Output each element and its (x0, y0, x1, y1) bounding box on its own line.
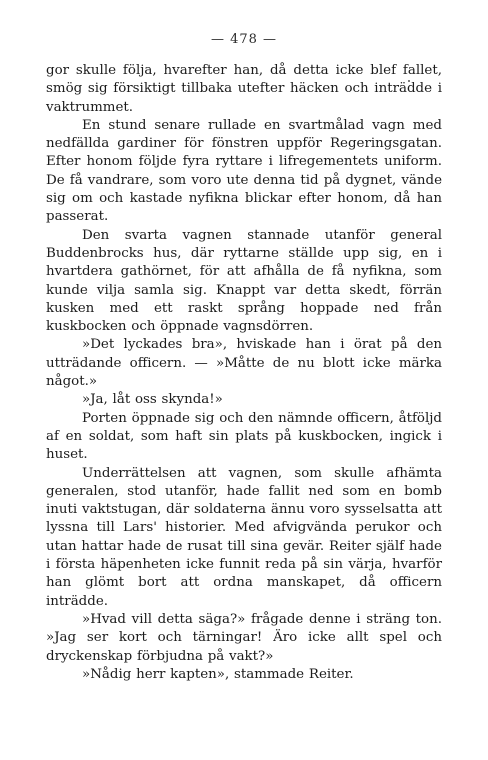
page-number: — 478 — (210, 32, 278, 47)
paragraph-7: Underrättelsen att vagnen, som skulle afhämta generalen, stod utanför, hade fallit ned som en bomb inuti vaktstugan, där soldaterna ännu voro sysselsatta att lyssna till Lars' historier. Med afvigvända perukor och utan hattar hade de rusat till sina gevär. Reiter själf hade i första häpenheten icke funnit reda på sin värja, hvarför han glömt bort att ordna manskapet, då officern inträdde. (46, 465, 442, 609)
paragraph-1: gor skulle följa, hvarefter han, då detta icke blef fallet, smög sig försiktigt tillbaka utefter häcken och inträdde i vaktrummet. (46, 63, 442, 115)
body-text (46, 62, 442, 684)
paragraph-8: »Hvad vill detta säga?» frågade denne i sträng ton. »Jag ser kort och tärningar! Äro icke allt spel och dryckenskap förbjudna på vakt?» (46, 611, 442, 664)
paragraph-4: »Det lyckades bra», hviskade han i örat på den utträdande officern. — »Måtte de nu blott icke märka något.» (46, 337, 442, 390)
paragraph-9: »Nådig herr kapten», stammade Reiter. (82, 666, 354, 682)
paragraph-3: Den svarta vagnen stannade utanför general Buddenbrocks hus, där ryttarne ställde upp sig, en i hvartdera gathörnet, för att afhålla de få nyfikna, som kunde vilja samla sig. Knappt var detta skedt, förrän kusken med ett raskt språng hoppade ned från kuskbocken och öppnade vagnsdörren. (46, 227, 442, 335)
paragraph-5: »Ja, låt oss skynda!» (82, 392, 223, 408)
paragraph-2: En stund senare rullade en svartmålad vagn med nedfällda gardiner för fönstren uppför Regeringsgatan. Efter honom följde fyra ryttare i lifregementets uniform. De få vandrare, som voro ute denna tid på dygnet, vände sig om och kastade nyfikna blickar efter honom, då han passerat. (46, 117, 442, 225)
paragraph-6: Porten öppnade sig och den nämnde officern, åtföljd af en soldat, som haft sin plats på kuskbocken, ingick i huset. (46, 410, 442, 463)
